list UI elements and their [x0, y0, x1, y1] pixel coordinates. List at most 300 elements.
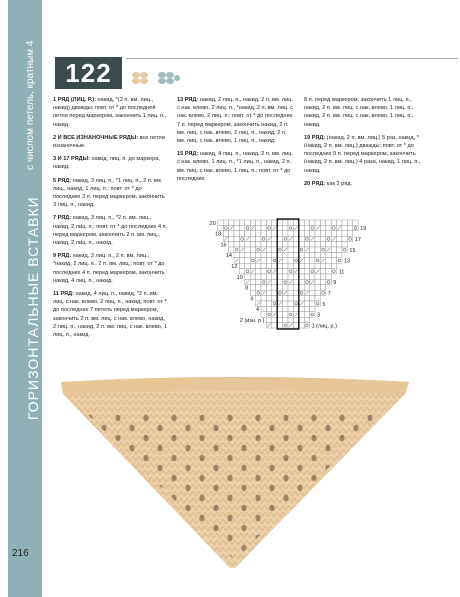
chart-cell	[272, 247, 277, 252]
chart-cell	[272, 252, 277, 257]
chart-cell	[272, 258, 277, 263]
chart-cell	[256, 263, 261, 268]
knitted-swatch-photo	[55, 372, 415, 574]
instruction-row	[177, 96, 295, 145]
chart-row-label-left: 2 (изн. р.)	[239, 318, 265, 324]
chart-cell	[288, 258, 293, 263]
chart-row	[239, 269, 336, 274]
chart-row-label-right: 5	[322, 301, 326, 308]
chart-cell	[299, 317, 304, 322]
header-rule	[126, 58, 458, 59]
row-heading: 15 РЯД:	[177, 151, 199, 158]
chart-cell	[283, 323, 288, 328]
chart-cell	[229, 220, 234, 225]
row-text: 8 п. перед маркером, закончить 1 лиц. п., накид, 2 п. вм. лиц. с нак. влево, 1 лиц. п., накид, 2 п. вм. лиц. с нак. влево, 1 лиц. п., накид.	[304, 97, 414, 128]
chart-cell	[310, 220, 315, 225]
chart-cell	[337, 258, 342, 263]
chart-cell	[310, 269, 315, 274]
chart-cell	[315, 296, 320, 301]
chart-row-label-left: 8	[245, 285, 249, 292]
chart-cell	[283, 285, 288, 290]
chart-cell	[256, 296, 261, 301]
chart-cell	[277, 296, 282, 301]
chart-row	[256, 296, 321, 301]
chart-row	[223, 236, 353, 241]
chart-cell	[256, 252, 261, 257]
chart-cell	[326, 274, 331, 279]
chart-cell	[293, 247, 298, 252]
chart-cell	[283, 225, 288, 230]
chart-cell	[272, 236, 277, 241]
chart-cell	[310, 301, 315, 306]
chart-cell	[272, 296, 277, 301]
chart-cell	[299, 323, 304, 328]
chart-cell	[293, 290, 298, 295]
row-heading: 19 РЯД:	[304, 134, 326, 141]
chart-cell	[245, 269, 250, 274]
chart-cell	[299, 312, 304, 317]
chart-cell	[326, 279, 331, 284]
chart-cell	[315, 252, 320, 257]
chart-cell	[304, 301, 309, 306]
instruction-row	[53, 290, 168, 339]
chart-cell	[299, 269, 304, 274]
chart-cell	[245, 274, 250, 279]
chart-cell	[239, 269, 244, 274]
chart-row-label-right: 11	[338, 269, 345, 276]
chart-cell	[277, 323, 282, 328]
chart-cell	[310, 258, 315, 263]
chart-cell	[320, 242, 325, 247]
chart-cell	[256, 220, 261, 225]
chart-cell	[266, 296, 271, 301]
chart-cell	[266, 263, 271, 268]
chart-cell	[288, 301, 293, 306]
chart-cell	[250, 274, 255, 279]
pattern-number: 122	[55, 57, 122, 89]
chart-cell	[304, 258, 309, 263]
chart-cell	[277, 236, 282, 241]
chart-cell	[299, 252, 304, 257]
chart-cell	[331, 263, 336, 268]
instruction-row	[304, 180, 422, 188]
instruction-row	[53, 177, 168, 210]
chart-row	[223, 231, 353, 236]
chart-cell	[283, 252, 288, 257]
chart-cell	[245, 231, 250, 236]
chart-cell	[256, 290, 261, 295]
chart-cell	[266, 285, 271, 290]
row-heading: 5 РЯД:	[53, 177, 72, 184]
chart-cell	[304, 306, 309, 311]
chart-cell	[277, 279, 282, 284]
chart-cell	[342, 231, 347, 236]
chart-cell	[293, 296, 298, 301]
chart-cell	[250, 247, 255, 252]
sidebar-band	[8, 0, 42, 597]
chart-cell	[299, 263, 304, 268]
chart-row-label-right: 3	[317, 312, 321, 319]
chart-cell	[250, 285, 255, 290]
chart-cell	[288, 269, 293, 274]
chart-row-label-right: 1 (лиц. р.)	[311, 323, 337, 330]
chart-cell	[304, 323, 309, 328]
chart-cell	[229, 247, 234, 252]
chart-cell	[277, 312, 282, 317]
row-heading: 11 РЯД:	[53, 291, 74, 298]
chart-cell	[315, 247, 320, 252]
row-text: накид, лиц. п. до маркера, накид.	[53, 156, 160, 171]
chart-cell	[293, 220, 298, 225]
chart-cell	[304, 317, 309, 322]
row-heading: 9 РЯД:	[53, 253, 72, 260]
chart-cell	[250, 231, 255, 236]
chart-row-label-right: 9	[333, 280, 337, 287]
chart-cell	[239, 225, 244, 230]
chart-cell	[293, 274, 298, 279]
chart-cell	[293, 263, 298, 268]
chart-cell	[342, 247, 347, 252]
chart-cell	[331, 247, 336, 252]
chart-cell	[283, 231, 288, 236]
chart-cell	[326, 236, 331, 241]
chart-cell	[266, 306, 271, 311]
chart-cell	[266, 290, 271, 295]
chart-cell	[337, 252, 342, 257]
chart-cell	[293, 285, 298, 290]
chart-cell	[337, 220, 342, 225]
row-heading: 3 И 17 РЯДЫ:	[53, 156, 90, 163]
chart-cell	[315, 279, 320, 284]
chart-row	[266, 317, 309, 322]
chart-cell	[256, 269, 261, 274]
chart-cell	[261, 269, 266, 274]
chart-cell	[245, 247, 250, 252]
chart-cell	[320, 252, 325, 257]
chart-cell	[272, 242, 277, 247]
chart-cell	[239, 220, 244, 225]
chart-cell	[293, 258, 298, 263]
chart-cell	[315, 258, 320, 263]
chart-cell	[266, 317, 271, 322]
chart-cell	[234, 225, 239, 230]
chart-cell	[261, 279, 266, 284]
chart-cell	[234, 220, 239, 225]
chart-cell	[304, 279, 309, 284]
chart-cell	[315, 274, 320, 279]
chart-cell	[299, 306, 304, 311]
chart-cell	[245, 242, 250, 247]
chart-cell	[347, 225, 352, 230]
chart-row-label-left: 18	[215, 231, 222, 238]
chart-cell	[288, 263, 293, 268]
chart-cell	[299, 220, 304, 225]
chart-cell	[288, 252, 293, 257]
chart-cell	[256, 242, 261, 247]
chart-cell	[229, 242, 234, 247]
chart-cell	[288, 306, 293, 311]
chart-cell	[326, 220, 331, 225]
chart-cell	[229, 236, 234, 241]
instruction-row	[53, 252, 168, 285]
row-text: накид, 2 лиц. п., накид, 2 п. вм. лиц. с нак. влево, 2 лиц. п., *накид, 2 п. вм. лиц. с нак. влево, 2 лиц. п.; повт. от * до последних 7 п. перед маркером, закончить накид, 2 п. вм. лиц. с нак. влево, 2 лиц. п., накид, 2 п. вм. лиц. с нак. влево, 1 лиц. п., накид.	[177, 97, 293, 145]
chart-cell	[288, 290, 293, 295]
chart-cell	[218, 220, 223, 225]
chart-row-label-right: 15	[349, 247, 356, 254]
chart-cell	[293, 242, 298, 247]
sidebar-subtitle: с числом петель, кратным 4	[25, 40, 36, 170]
chart-cell	[283, 274, 288, 279]
chart-cell	[331, 242, 336, 247]
chart-cell	[283, 301, 288, 306]
chart-cell	[250, 279, 255, 284]
instruction-row	[53, 155, 168, 171]
chart-cell	[320, 247, 325, 252]
chart-cell	[310, 274, 315, 279]
chart-cell	[310, 242, 315, 247]
chart-cell	[337, 242, 342, 247]
chart-cell	[283, 263, 288, 268]
chart-cell	[256, 236, 261, 241]
chart-cell	[299, 296, 304, 301]
chart-cell	[250, 258, 255, 263]
chart-cell	[299, 279, 304, 284]
chart-cell	[304, 236, 309, 241]
chart-cell	[288, 242, 293, 247]
chart-cell	[261, 252, 266, 257]
chart-row	[261, 312, 315, 317]
chart-cell	[347, 220, 352, 225]
chart-cell	[283, 269, 288, 274]
chart-cell	[320, 285, 325, 290]
row-text: как 2 ряд.	[325, 180, 353, 187]
chart-cell	[266, 258, 271, 263]
chart-cell	[261, 231, 266, 236]
row-heading: 2 И ВСЕ ИЗНАНОЧНЫЕ РЯДЫ:	[53, 134, 139, 141]
chart-cell	[304, 252, 309, 257]
row-text: накид, *(2 п. вм. лиц., накид) дважды; повт. от * до последней петли перед маркером, закончить 1 лиц. п., накид.	[53, 97, 167, 128]
chart-cell	[326, 225, 331, 230]
chart-cell	[272, 323, 277, 328]
chart-row	[250, 285, 326, 290]
chart-cell	[245, 258, 250, 263]
chart-cell	[320, 279, 325, 284]
chart-cell	[320, 220, 325, 225]
chart-cell	[326, 242, 331, 247]
chart-row	[229, 247, 348, 252]
chart-cell	[293, 301, 298, 306]
chart-row	[218, 225, 358, 230]
chart-cell	[218, 225, 223, 230]
chart-cell	[315, 242, 320, 247]
chart-cell	[245, 225, 250, 230]
row-text: накид, 3 лиц. п., *2 п. вм. лиц., накид, 2 лиц. п.; повт. от * до последних 4 п. перед маркером, закончить 2 п. вм. лиц., накид, 2 лиц. п., накид.	[53, 215, 168, 247]
chart-cell	[288, 274, 293, 279]
chart-cell	[234, 247, 239, 252]
chart-cell	[304, 263, 309, 268]
chart-cell	[277, 269, 282, 274]
chart-cell	[272, 285, 277, 290]
chart-cell	[315, 220, 320, 225]
chart-cell	[277, 290, 282, 295]
chart-row	[239, 263, 336, 268]
chart-cell	[304, 274, 309, 279]
chart-cell	[293, 306, 298, 311]
chart-cell	[353, 225, 358, 230]
chart-cell	[342, 242, 347, 247]
chart-cell	[315, 301, 320, 306]
chart-cell	[245, 220, 250, 225]
chart-cell	[347, 236, 352, 241]
chart-cell	[304, 269, 309, 274]
chart-cell	[261, 263, 266, 268]
chart-cell	[304, 296, 309, 301]
knitting-chart	[202, 214, 372, 354]
row-heading: 7 РЯД:	[53, 215, 72, 222]
chart-cell	[342, 236, 347, 241]
chart-cell	[272, 301, 277, 306]
chart-cell	[326, 252, 331, 257]
chart-cell	[299, 247, 304, 252]
chart-cell	[288, 231, 293, 236]
row-heading: 20 РЯД:	[304, 180, 326, 187]
chart-cell	[326, 258, 331, 263]
chart-row	[234, 258, 342, 263]
chart-cell	[277, 225, 282, 230]
chart-cell	[310, 285, 315, 290]
chart-cell	[342, 220, 347, 225]
chart-cell	[277, 242, 282, 247]
chart-cell	[234, 242, 239, 247]
instruction-row	[304, 134, 422, 175]
chart-cell	[315, 290, 320, 295]
chart-cell	[310, 231, 315, 236]
chart-cell	[320, 225, 325, 230]
chart-cell	[256, 279, 261, 284]
chart-cell	[320, 274, 325, 279]
chart-cell	[299, 290, 304, 295]
chart-cell	[310, 306, 315, 311]
chart-cell	[277, 231, 282, 236]
chart-cell	[261, 312, 266, 317]
chart-cell	[283, 296, 288, 301]
chart-cell	[320, 290, 325, 295]
chart-cell	[239, 231, 244, 236]
chart-cell	[266, 274, 271, 279]
chart-cell	[315, 236, 320, 241]
chart-cell	[326, 269, 331, 274]
chart-cell	[299, 231, 304, 236]
row-text: накид, 3 лиц. п., 2 п. вм. лиц., *накид, 2 лиц. п., 2 п. вм. лиц.; повт. от * до последних 4 п. перед маркером, закончить накид, 4 лиц. п., накид.	[53, 253, 165, 284]
chart-row-label-right: 13	[344, 258, 351, 265]
chart-row-label-left: 10	[236, 274, 243, 281]
chart-cell	[293, 279, 298, 284]
instruction-row	[177, 150, 295, 183]
instruction-row	[53, 214, 168, 247]
chart-cell	[266, 301, 271, 306]
chart-cell	[256, 274, 261, 279]
chart-row	[266, 323, 309, 328]
chart-cell	[304, 225, 309, 230]
chart-cell	[261, 301, 266, 306]
chart-cell	[342, 225, 347, 230]
chart-row	[218, 220, 358, 225]
chart-cell	[250, 236, 255, 241]
chart-cell	[288, 285, 293, 290]
chart-cell	[288, 220, 293, 225]
chart-cell	[277, 285, 282, 290]
chart-cell	[299, 225, 304, 230]
row-text: накид, 3 лиц. п., *1 лиц. п., 2 п. вм. лиц., накид, 1 лиц. п.; повт. от * до последних 3 п. перед маркером, закончить 3 лиц. п., накид.	[53, 177, 165, 209]
chart-cell	[272, 317, 277, 322]
chart-cell	[277, 247, 282, 252]
chart-cell	[277, 317, 282, 322]
chart-cell	[310, 290, 315, 295]
chart-row	[261, 306, 315, 311]
chart-cell	[277, 274, 282, 279]
chart-cell	[310, 263, 315, 268]
chart-cell	[293, 317, 298, 322]
chart-cell	[239, 252, 244, 257]
chart-row	[229, 242, 348, 247]
chart-cell	[277, 252, 282, 257]
chart-cell	[288, 296, 293, 301]
chart-cell	[288, 312, 293, 317]
chart-cell	[261, 306, 266, 311]
chart-cell	[256, 231, 261, 236]
row-text: накид, 4 лиц. п., накид, *2 п. вм. лиц. с нак. влево, 2 лиц. п., накид; повт. от * до последних 7 петель перед маркером, закончить 2 п. вм. лиц. с нак. влево, накид, 2 лиц. п., накид, 2 п. вм. лиц. с нак. влево, 1 лиц. п., накид.	[53, 291, 168, 339]
chart-cell	[239, 236, 244, 241]
chart-cell	[320, 269, 325, 274]
chart-cell	[223, 220, 228, 225]
chart-cell	[266, 231, 271, 236]
chart-row	[245, 279, 331, 284]
chart-cell	[299, 242, 304, 247]
chart-cell	[283, 306, 288, 311]
chart-cell	[310, 247, 315, 252]
chart-cell	[239, 263, 244, 268]
chart-cell	[234, 252, 239, 257]
chart-row	[234, 252, 342, 257]
chart-cell	[304, 312, 309, 317]
chart-cell	[283, 312, 288, 317]
chart-row	[245, 274, 331, 279]
chart-cell	[266, 225, 271, 230]
chart-cell	[310, 252, 315, 257]
chart-cell	[266, 312, 271, 317]
chart-cell	[223, 225, 228, 230]
chart-cell	[310, 296, 315, 301]
chart-cell	[266, 220, 271, 225]
chart-cell	[315, 285, 320, 290]
chart-cell	[304, 220, 309, 225]
chart-cell	[326, 263, 331, 268]
chart-row	[256, 301, 321, 306]
chart-cell	[315, 231, 320, 236]
chart-row-label-right: 19	[360, 226, 367, 233]
chart-cell	[283, 317, 288, 322]
chart-cell	[261, 285, 266, 290]
chart-cell	[272, 263, 277, 268]
chart-cell	[272, 220, 277, 225]
chart-cell	[261, 225, 266, 230]
instruction-row	[53, 96, 168, 129]
chart-cell	[283, 236, 288, 241]
chart-cell	[283, 279, 288, 284]
chart-cell	[245, 263, 250, 268]
instruction-row	[53, 134, 168, 150]
chart-cell	[234, 236, 239, 241]
